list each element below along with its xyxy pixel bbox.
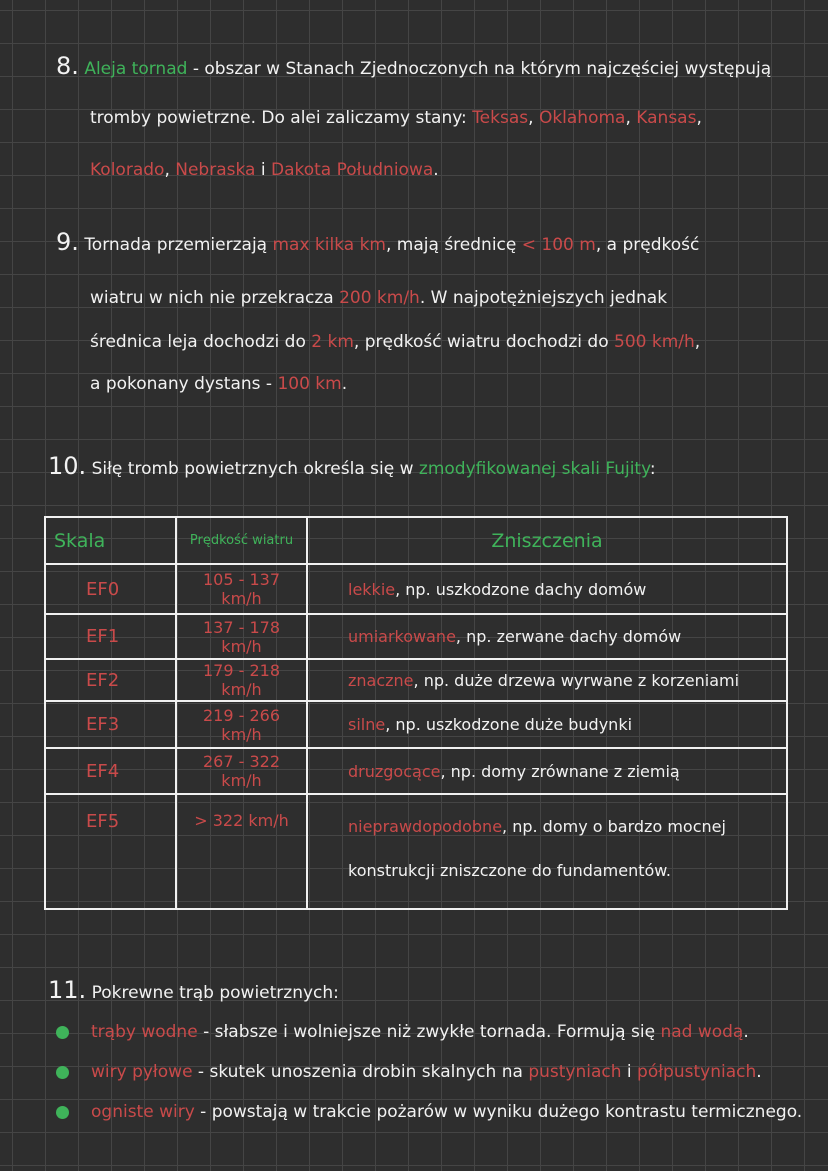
speed-cell: 267 - 322 km/h: [176, 748, 307, 794]
scale-cell: EF3: [45, 701, 176, 748]
table-row: [45, 748, 787, 794]
text-segment: .: [341, 374, 348, 394]
text-segment: , np. zerwane dachy domów: [455, 627, 682, 646]
highlighted-term: Kansas: [636, 108, 697, 128]
highlighted-term: znaczne: [348, 670, 414, 690]
section-8-line-2: [90, 108, 702, 128]
text-segment: Tornada przemierzają: [84, 235, 273, 255]
section-8-line-3: [90, 160, 439, 180]
section-9-line-3: [90, 332, 700, 352]
speed-cell: 179 - 218 km/h: [176, 659, 307, 701]
text-segment: - skutek unoszenia drobin skalnych na: [192, 1062, 529, 1082]
section-number: 11.: [48, 976, 87, 1004]
damage-cell: [307, 614, 787, 659]
text-segment: średnica leja dochodzi do: [90, 332, 312, 352]
highlighted-term: 100 km: [277, 374, 342, 394]
scale-cell: EF1: [45, 614, 176, 659]
highlighted-term: Dakota Południowa: [270, 160, 434, 180]
text-segment: .: [743, 1022, 749, 1042]
highlighted-term: nad wodą: [660, 1022, 744, 1042]
damage-cell: [307, 701, 787, 748]
highlighted-term: Teksas: [472, 108, 529, 128]
highlighted-term: Oklahoma: [538, 108, 626, 128]
list-item: [56, 1022, 749, 1042]
header-speed: Prędkość wiatru: [176, 517, 307, 564]
highlighted-term: Aleja tornad: [84, 59, 188, 79]
highlighted-term: < 100 m: [521, 235, 596, 255]
section-9-line-2: [90, 288, 667, 308]
text-segment: tromby powietrzne. Do alei zaliczamy stany:: [90, 108, 473, 128]
bullet-icon: [56, 1026, 69, 1039]
section-title: Pokrewne trąb powietrznych:: [91, 983, 339, 1003]
highlighted-term: trąby wodne: [91, 1022, 198, 1042]
table-row: [45, 564, 787, 614]
text-segment: ,: [625, 108, 637, 128]
speed-cell: 137 - 178 km/h: [176, 614, 307, 659]
text-segment: , np. duże drzewa wyrwane z korzeniami: [413, 670, 740, 690]
bullet-icon: [56, 1106, 69, 1119]
speed-cell: > 322 km/h: [176, 794, 307, 909]
table-row: [45, 794, 787, 909]
list-item: [56, 1062, 762, 1082]
text-segment: . W najpotężniejszych jednak: [419, 288, 668, 308]
scale-cell: EF0: [45, 564, 176, 614]
text-segment: , np. uszkodzone duże budynki: [385, 715, 633, 734]
list-item: [56, 1102, 802, 1122]
highlighted-term: 500 km/h: [614, 332, 695, 352]
highlighted-term: lekkie: [348, 579, 396, 599]
section-9-line-1: [56, 228, 699, 256]
text-segment: ,: [164, 160, 176, 180]
text-segment: ,: [696, 108, 702, 128]
damage-cell: [307, 794, 787, 909]
text-segment: :: [649, 459, 656, 479]
section-11-title: [48, 976, 339, 1004]
text-segment: i: [255, 160, 271, 180]
highlighted-term: silne: [348, 715, 386, 734]
text-segment: - powstają w trakcie pożarów w wyniku dużego kontrastu termicznego.: [194, 1102, 803, 1122]
speed-cell: 105 - 137 km/h: [176, 564, 307, 614]
bullet-icon: [56, 1066, 69, 1079]
highlighted-term: Nebraska: [175, 160, 256, 180]
table-row: [45, 614, 787, 659]
highlighted-term: ogniste wiry: [91, 1102, 195, 1122]
scale-cell: EF4: [45, 748, 176, 794]
text-segment: a pokonany dystans -: [90, 374, 278, 394]
section-10-line-1: [48, 452, 656, 480]
text-segment: , a prędkość: [595, 235, 700, 255]
section-8-line-1: [56, 52, 771, 80]
fujita-scale-table: [44, 516, 788, 910]
section-number: 9.: [56, 228, 79, 256]
text-segment: , np. uszkodzone dachy domów: [395, 579, 647, 599]
highlighted-term: nieprawdopodobne: [348, 817, 503, 836]
damage-cell: [307, 564, 787, 614]
highlighted-term: pustyniach: [528, 1062, 622, 1082]
damage-cell: [307, 748, 787, 794]
text-segment: , prędkość wiatru dochodzi do: [353, 332, 615, 352]
highlighted-term: Kolorado: [90, 160, 165, 180]
text-segment: wiatru w nich nie przekracza: [90, 288, 340, 308]
highlighted-term: 2 km: [311, 332, 354, 352]
table-row: [45, 701, 787, 748]
damage-cell: [307, 659, 787, 701]
highlighted-term: wiry pyłowe: [91, 1062, 193, 1082]
section-number: 10.: [48, 452, 87, 480]
highlighted-term: umiarkowane: [348, 627, 456, 646]
scale-cell: EF5: [45, 794, 176, 909]
speed-cell: 219 - 266 km/h: [176, 701, 307, 748]
text-segment: ,: [528, 108, 539, 128]
text-segment: .: [756, 1062, 762, 1082]
scale-cell: EF2: [45, 659, 176, 701]
highlighted-term: max kilka km: [272, 235, 386, 255]
text-segment: , np. domy o bardzo mocnej konstrukcji zniszczone do fundamentów.: [348, 817, 726, 880]
text-segment: - słabsze i wolniejsze niż zwykłe tornada. Formują się: [197, 1022, 661, 1042]
text-segment: - obszar w Stanach Zjednoczonych na którym najczęściej występują: [187, 59, 772, 79]
section-number: 8.: [56, 52, 79, 80]
highlighted-term: zmodyfikowanej skali Fujity: [418, 459, 650, 479]
section-9-line-4: [90, 374, 347, 394]
text-segment: i: [621, 1062, 638, 1082]
header-damage: Zniszczenia: [307, 517, 787, 564]
text-segment: ,: [694, 332, 701, 352]
text-segment: Siłę tromb powietrznych określa się w: [91, 459, 419, 479]
highlighted-term: 200 km/h: [339, 288, 420, 308]
table-row: [45, 659, 787, 701]
header-scale: Skala: [45, 517, 176, 564]
text-segment: .: [433, 160, 439, 180]
highlighted-term: półpustyniach: [637, 1062, 757, 1082]
text-segment: , np. domy zrównane z ziemią: [440, 761, 680, 781]
highlighted-term: druzgocące: [348, 761, 441, 781]
text-segment: , mają średnicę: [386, 235, 522, 255]
